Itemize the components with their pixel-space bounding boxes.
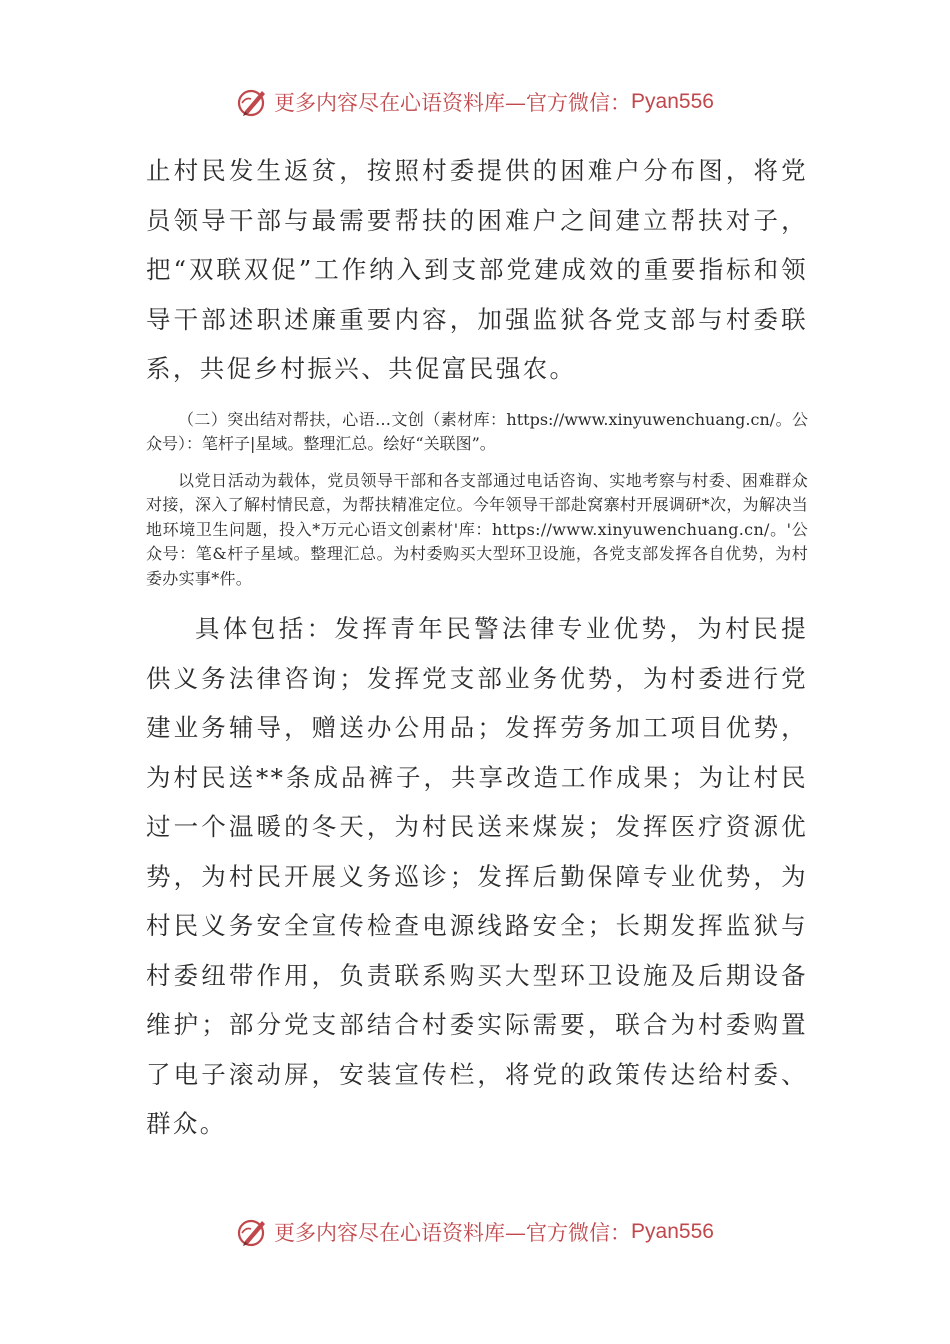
banner-account: Pyan556 xyxy=(631,90,714,113)
banner-text: 更多内容尽在心语资料库—官方微信： xyxy=(274,1221,632,1245)
pen-logo-icon xyxy=(236,1215,270,1249)
header-banner xyxy=(0,82,950,122)
paragraph-4: 具体包括：发挥青年民警法律专业优势，为村民提供义务法律咨询；发挥党支部业务优势，为村委进行党建业务辅导，赠送办公用品；发挥劳务加工项目优势，为村民送**条成品裤子，共享改造工作成果；为让村民过一个温暖的冬天，为村民送来煤炭；发挥医疗资源优势，为村民开展义务巡诊；发挥后勤保障专业优势，为村民义务安全宣传检查电源线路安全；长期发挥监狱与村委纽带作用，负责联系购买大型环卫设施及后期设备维护；部分党支部结合村委实际需要，联合为村委购置了电子滚动屏，安装宣传栏，将党的政策传达给村委、群众。 xyxy=(146,614,808,1138)
footer-banner xyxy=(0,1212,950,1252)
pen-logo-icon xyxy=(236,85,270,119)
banner-account: Pyan556 xyxy=(631,1220,714,1243)
paragraph-1: 止村民发生返贫，按照村委提供的困难户分布图，将党员领导干部与最需要帮扶的困难户之间建立帮扶对子，把“双联双促”工作纳入到支部党建成效的重要指标和领导干部述职述廉重要内容，加强监狱各党支部与村委联系，共促乡村振兴、共促富民强农。 xyxy=(146,156,808,383)
paragraph-2-heading: （二）突出结对帮扶，心语…文创（素材库：https://www.xinyuwenchuang.cn/。公众号）：笔杆子|星域。整理汇总。绘好“关联图”。 xyxy=(146,409,808,453)
banner-text: 更多内容尽在心语资料库—官方微信： xyxy=(274,91,632,115)
document-body xyxy=(146,146,808,1149)
paragraph-3: 以党日活动为载体，党员领导干部和各支部通过电话咨询、实地考察与村委、困难群众对接，深入了解村情民意，为帮扶精准定位。今年领导干部赴窝寨村开展调研*次，为解决当地环境卫生问题，投入*万元心语文创素材'库：https://www.xinyuwenchuang.cn/。'公众号：笔&杆子星域。整理汇总。为村委购买大型环卫设施，各党支部发挥各自优势，为村委办实事*件。 xyxy=(146,470,808,588)
